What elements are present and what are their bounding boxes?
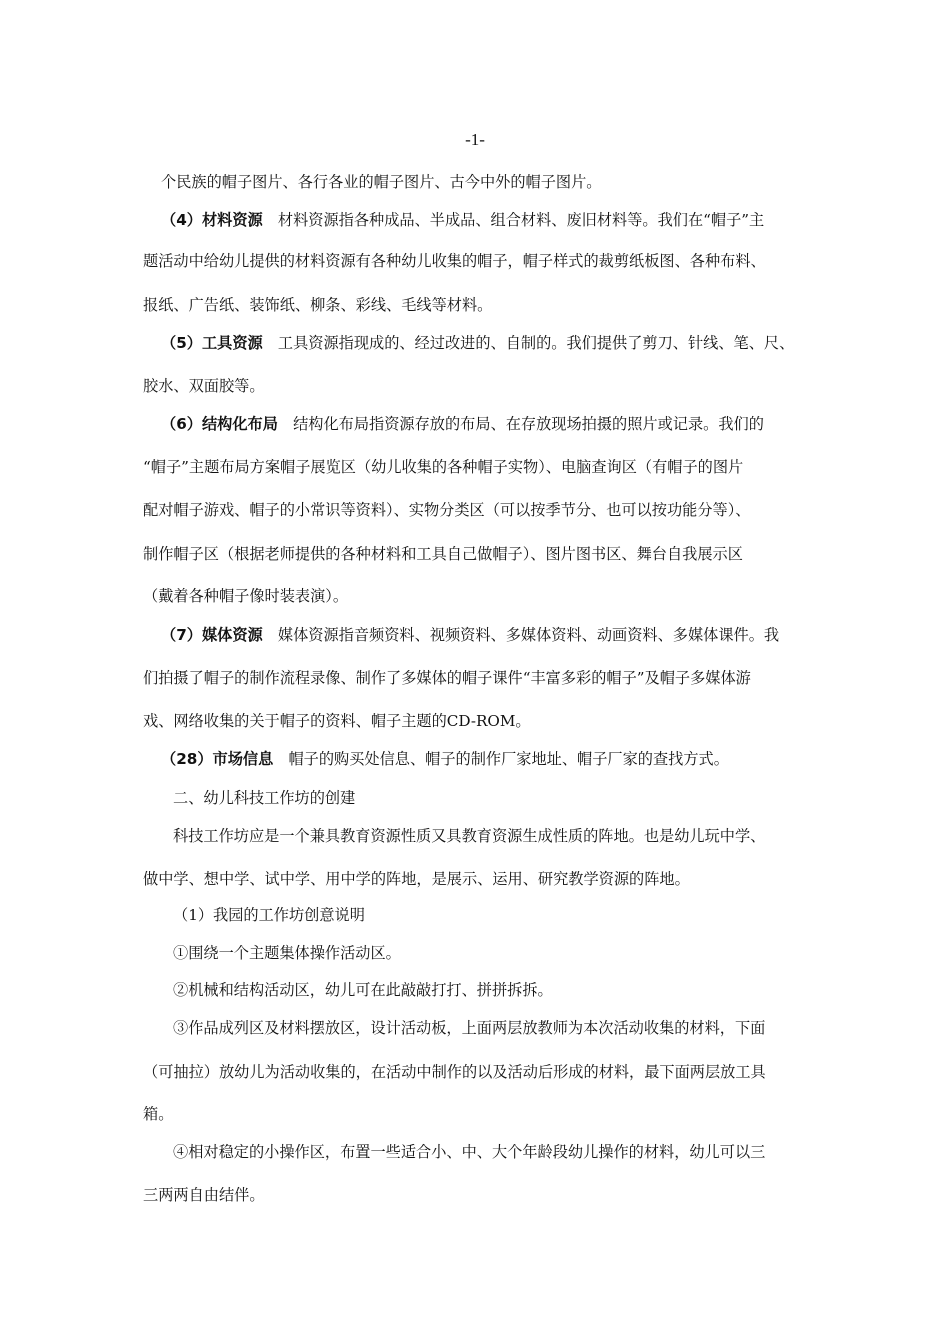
paragraph-text: 制作帽子区（根据老师提供的各种材料和工具自己做帽子）、图片图书区、舞台自我展示区 — [143, 545, 743, 563]
text-line — [143, 457, 743, 477]
paragraph-text: 胶水、双面胶等。 — [143, 377, 265, 395]
paragraph-text: 科技工作坊应是一个兼具教育资源性质又具教育资源生成性质的阵地。也是幼儿玩中学、 — [173, 827, 766, 845]
section-heading: （7）媒体资源 — [161, 626, 263, 644]
text-line — [143, 295, 492, 315]
section-heading: （6）结构化布局 — [161, 415, 278, 433]
text-line — [161, 749, 729, 769]
paragraph-text: 三两两自由结伴。 — [143, 1186, 265, 1204]
paragraph-text: “帽子”主题布局方案帽子展览区（幼儿收集的各种帽子实物）、电脑查询区（有帽子的图片 — [143, 458, 744, 476]
paragraph-text: （1）我园的工作坊创意说明 — [173, 906, 365, 924]
text-line — [161, 210, 764, 230]
text-line — [143, 1062, 766, 1082]
paragraph-text: 做中学、想中学、试中学、用中学的阵地，是展示、运用、研究教学资源的阵地。 — [143, 870, 690, 888]
text-line — [173, 905, 365, 925]
text-line — [161, 414, 764, 434]
text-line — [161, 333, 794, 353]
paragraph-text: ④相对稳定的小操作区，布置一些适合小、中、大个年龄段幼儿操作的材料，幼儿可以三 — [173, 1143, 766, 1161]
text-line — [173, 826, 765, 846]
text-line — [173, 943, 401, 963]
paragraph-text: 报纸、广告纸、装饰纸、柳条、彩线、毛线等材料。 — [143, 296, 493, 314]
paragraph-text: 箱。 — [143, 1105, 174, 1123]
paragraph-text: 二、幼儿科技工作坊的创建 — [173, 789, 356, 807]
text-line — [173, 1018, 765, 1038]
text-line — [173, 788, 355, 808]
text-line — [173, 1142, 765, 1162]
page-number: -1- — [465, 130, 485, 149]
text-line — [173, 980, 553, 1000]
paragraph-text: 材料资源指各种成品、半成品、组合材料、废旧材料等。我们在“帽子”主 — [262, 211, 765, 229]
paragraph-text: （戴着各种帽子像时装表演）。 — [143, 587, 349, 605]
section-heading: （5）工具资源 — [161, 334, 263, 352]
section-heading: （4）材料资源 — [161, 211, 263, 229]
paragraph-text: 工具资源指现成的、经过改进的、自制的。我们提供了剪刀、针线、笔、尺、 — [262, 334, 795, 352]
text-line — [143, 668, 751, 688]
text-line — [143, 1104, 173, 1124]
text-line — [161, 625, 779, 645]
paragraph-text: 帽子的购买处信息、帽子的制作厂家地址、帽子厂家的查找方式。 — [273, 750, 729, 768]
paragraph-text: 个民族的帽子图片、各行各业的帽子图片、古今中外的帽子图片。 — [161, 173, 602, 191]
paragraph-text: 媒体资源指音频资料、视频资料、多媒体资料、动画资料、多媒体课件。我 — [262, 626, 780, 644]
paragraph-text: 配对帽子游戏、帽子的小常识等资料）、实物分类区（可以按季节分、也可以按功能分等）、 — [143, 501, 751, 519]
text-line — [143, 251, 766, 271]
paragraph-text: ①围绕一个主题集体操作活动区。 — [173, 944, 401, 962]
paragraph-text: ③作品成列区及材料摆放区，设计活动板，上面两层放教师为本次活动收集的材料，下面 — [173, 1019, 766, 1037]
text-line — [143, 869, 690, 889]
text-line — [161, 172, 601, 192]
text-line — [143, 544, 743, 564]
paragraph-text: 结构化布局指资源存放的布局、在存放现场拍摄的照片或记录。我们的 — [277, 415, 764, 433]
paragraph-text: 题活动中给幼儿提供的材料资源有各种幼儿收集的帽子，帽子样式的裁剪纸板图、各种布料、 — [143, 252, 766, 270]
text-line — [143, 376, 265, 396]
paragraph-text: （可抽拉）放幼儿为活动收集的，在活动中制作的以及活动后形成的材料，最下面两层放工具 — [143, 1063, 766, 1081]
text-line — [143, 711, 531, 731]
text-line — [143, 586, 348, 606]
paragraph-text: 们拍摄了帽子的制作流程录像、制作了多媒体的帽子课件“丰富多彩的帽子”及帽子多媒体游 — [143, 669, 751, 687]
section-heading: （28）市场信息 — [161, 750, 274, 768]
paragraph-text: 戏、网络收集的关于帽子的资料、帽子主题的CD-ROM。 — [143, 712, 531, 730]
text-line — [143, 500, 751, 520]
paragraph-text: ②机械和结构活动区，幼儿可在此敲敲打打、拼拼拆拆。 — [173, 981, 553, 999]
text-line — [143, 1185, 265, 1205]
